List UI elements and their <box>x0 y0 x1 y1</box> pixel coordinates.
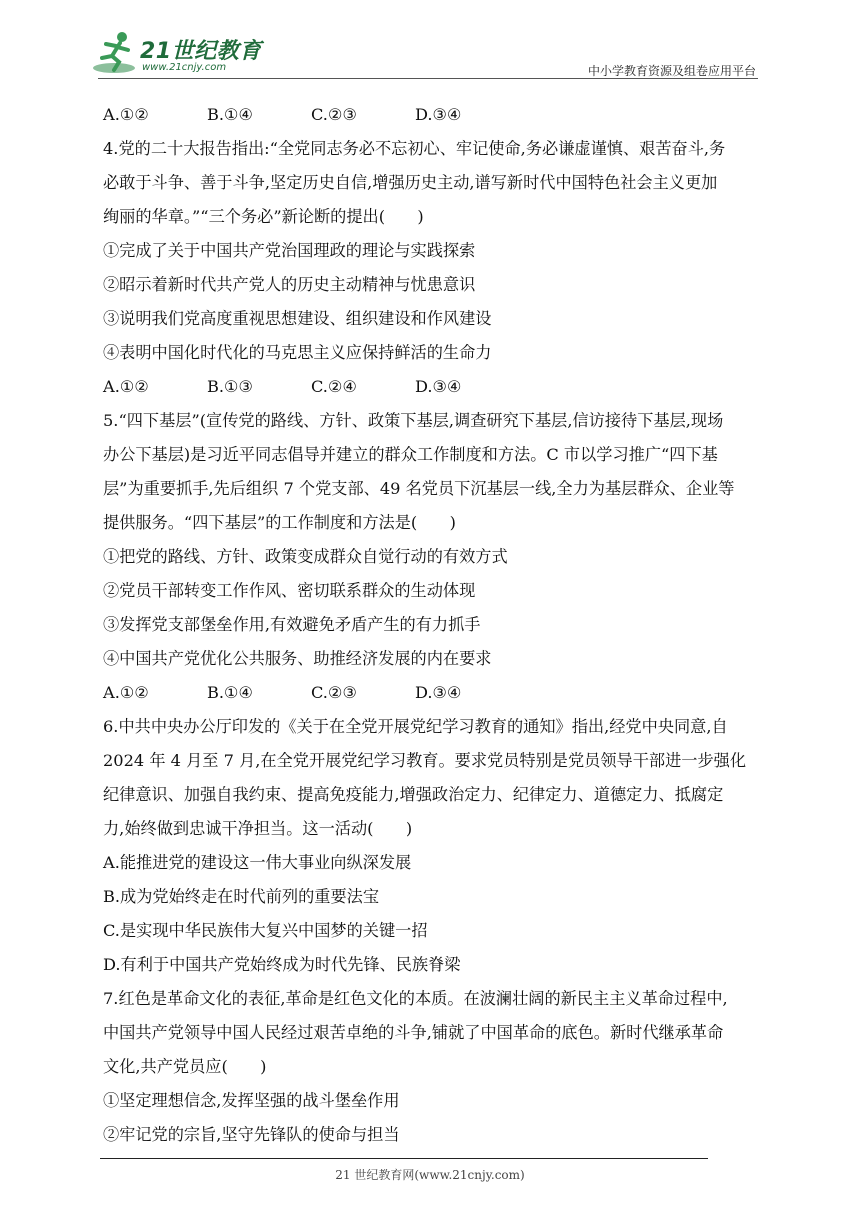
question-stem-line: 文化,共产党员应( ) <box>103 1057 267 1076</box>
option-a: A.①② <box>103 377 149 396</box>
footer-divider <box>100 1158 708 1159</box>
statement-item: ①完成了关于中国共产党治国理政的理论与实践探索 <box>103 241 476 260</box>
option-d: D.③④ <box>415 377 462 396</box>
q5-options <box>103 676 767 710</box>
question-stem-line: 必敢于斗争、善于斗争,坚定历史自信,增强历史主动,谱写新时代中国特色社会主义更加 <box>103 173 718 192</box>
question-stem-line: 力,始终做到忠诚干净担当。这一活动( ) <box>103 819 413 838</box>
question-stem-line: 绚丽的华章。”“三个务必”新论断的提出( ) <box>103 207 424 226</box>
question-stem-line: 6.中共中央办公厅印发的《关于在全党开展党纪学习教育的通知》指出,经党中央同意,自 <box>103 717 728 736</box>
platform-title: 中小学教育资源及组卷应用平台 <box>587 64 756 78</box>
option-c: C.②④ <box>311 377 357 396</box>
question-stem-line: 中国共产党领导中国人民经过艰苦卓绝的斗争,铺就了中国革命的底色。新时代继承革命 <box>103 1023 724 1042</box>
statement-item: ②牢记党的宗旨,坚守先锋队的使命与担当 <box>103 1125 400 1144</box>
question-4 <box>103 132 767 404</box>
statement-item: ②党员干部转变工作作风、密切联系群众的生动体现 <box>103 581 476 600</box>
answer-choice: D.有利于中国共产党始终成为时代先锋、民族脊梁 <box>103 955 461 974</box>
site-logo <box>92 30 262 80</box>
option-b: B.①④ <box>207 683 254 702</box>
statement-item: ①坚定理想信念,发挥坚强的战斗堡垒作用 <box>103 1091 400 1110</box>
option-c: C.②③ <box>311 683 357 702</box>
statement-item: ④中国共产党优化公共服务、助推经济发展的内在要求 <box>103 649 492 668</box>
statement-item: ④表明中国化时代化的马克思主义应保持鲜活的生命力 <box>103 343 492 362</box>
statement-item: ②昭示着新时代共产党人的历史主动精神与忧患意识 <box>103 275 476 294</box>
option-a: A.①② <box>103 105 149 124</box>
option-b: B.①③ <box>207 377 254 396</box>
q4-options <box>103 370 767 404</box>
question-stem-line: 办公下基层)是习近平同志倡导并建立的群众工作制度和方法。C 市以学习推广“四下基 <box>103 445 718 464</box>
option-b: B.①④ <box>207 105 254 124</box>
logo-url: www.21cnjy.com <box>142 62 227 73</box>
option-d: D.③④ <box>415 683 462 702</box>
question-7 <box>103 982 767 1152</box>
answer-choice: B.成为党始终走在时代前列的重要法宝 <box>103 887 380 906</box>
question-6 <box>103 710 767 982</box>
question-stem-line: 4.党的二十大报告指出:“全党同志务必不忘初心、牢记使命,务必谦虚谨慎、艰苦奋斗,务 <box>103 139 726 158</box>
logo-text: 21世纪教育 <box>140 39 262 64</box>
runner-logo-icon <box>92 30 140 76</box>
statement-item: ③说明我们党高度重视思想建设、组织建设和作风建设 <box>103 309 492 328</box>
question-stem-line: 纪律意识、加强自我约束、提高免疫能力,增强政治定力、纪律定力、道德定力、抵腐定 <box>103 785 724 804</box>
option-d: D.③④ <box>415 105 462 124</box>
answer-choice: A.能推进党的建设这一伟大事业向纵深发展 <box>103 853 412 872</box>
option-c: C.②③ <box>311 105 357 124</box>
answer-choice: C.是实现中华民族伟大复兴中国梦的关键一招 <box>103 921 428 940</box>
question-stem-line: 7.红色是革命文化的表征,革命是红色文化的本质。在波澜壮阔的新民主主义革命过程中, <box>103 989 728 1008</box>
question-content <box>103 98 767 1152</box>
page-header <box>0 0 860 80</box>
question-5 <box>103 404 767 710</box>
option-a: A.①② <box>103 683 149 702</box>
question-stem-line: 5.“四下基层”(宣传党的路线、方针、政策下基层,调查研究下基层,信访接待下基层,现场 <box>103 411 724 430</box>
question-stem-line: 2024 年 4 月至 7 月,在全党开展党纪学习教育。要求党员特别是党员领导干部进一步强化 <box>103 751 747 770</box>
statement-item: ③发挥党支部堡垒作用,有效避免矛盾产生的有力抓手 <box>103 615 481 634</box>
q3-options <box>103 98 767 132</box>
header-divider <box>98 78 758 79</box>
question-stem-line: 提供服务。“四下基层”的工作制度和方法是( ) <box>103 513 456 532</box>
page-footer: 21 世纪教育网(www.21cnjy.com) <box>335 1168 525 1182</box>
question-stem-line: 层”为重要抓手,先后组织 7 个党支部、49 名党员下沉基层一线,全力为基层群众、企业等 <box>103 479 735 498</box>
statement-item: ①把党的路线、方针、政策变成群众自觉行动的有效方式 <box>103 547 508 566</box>
